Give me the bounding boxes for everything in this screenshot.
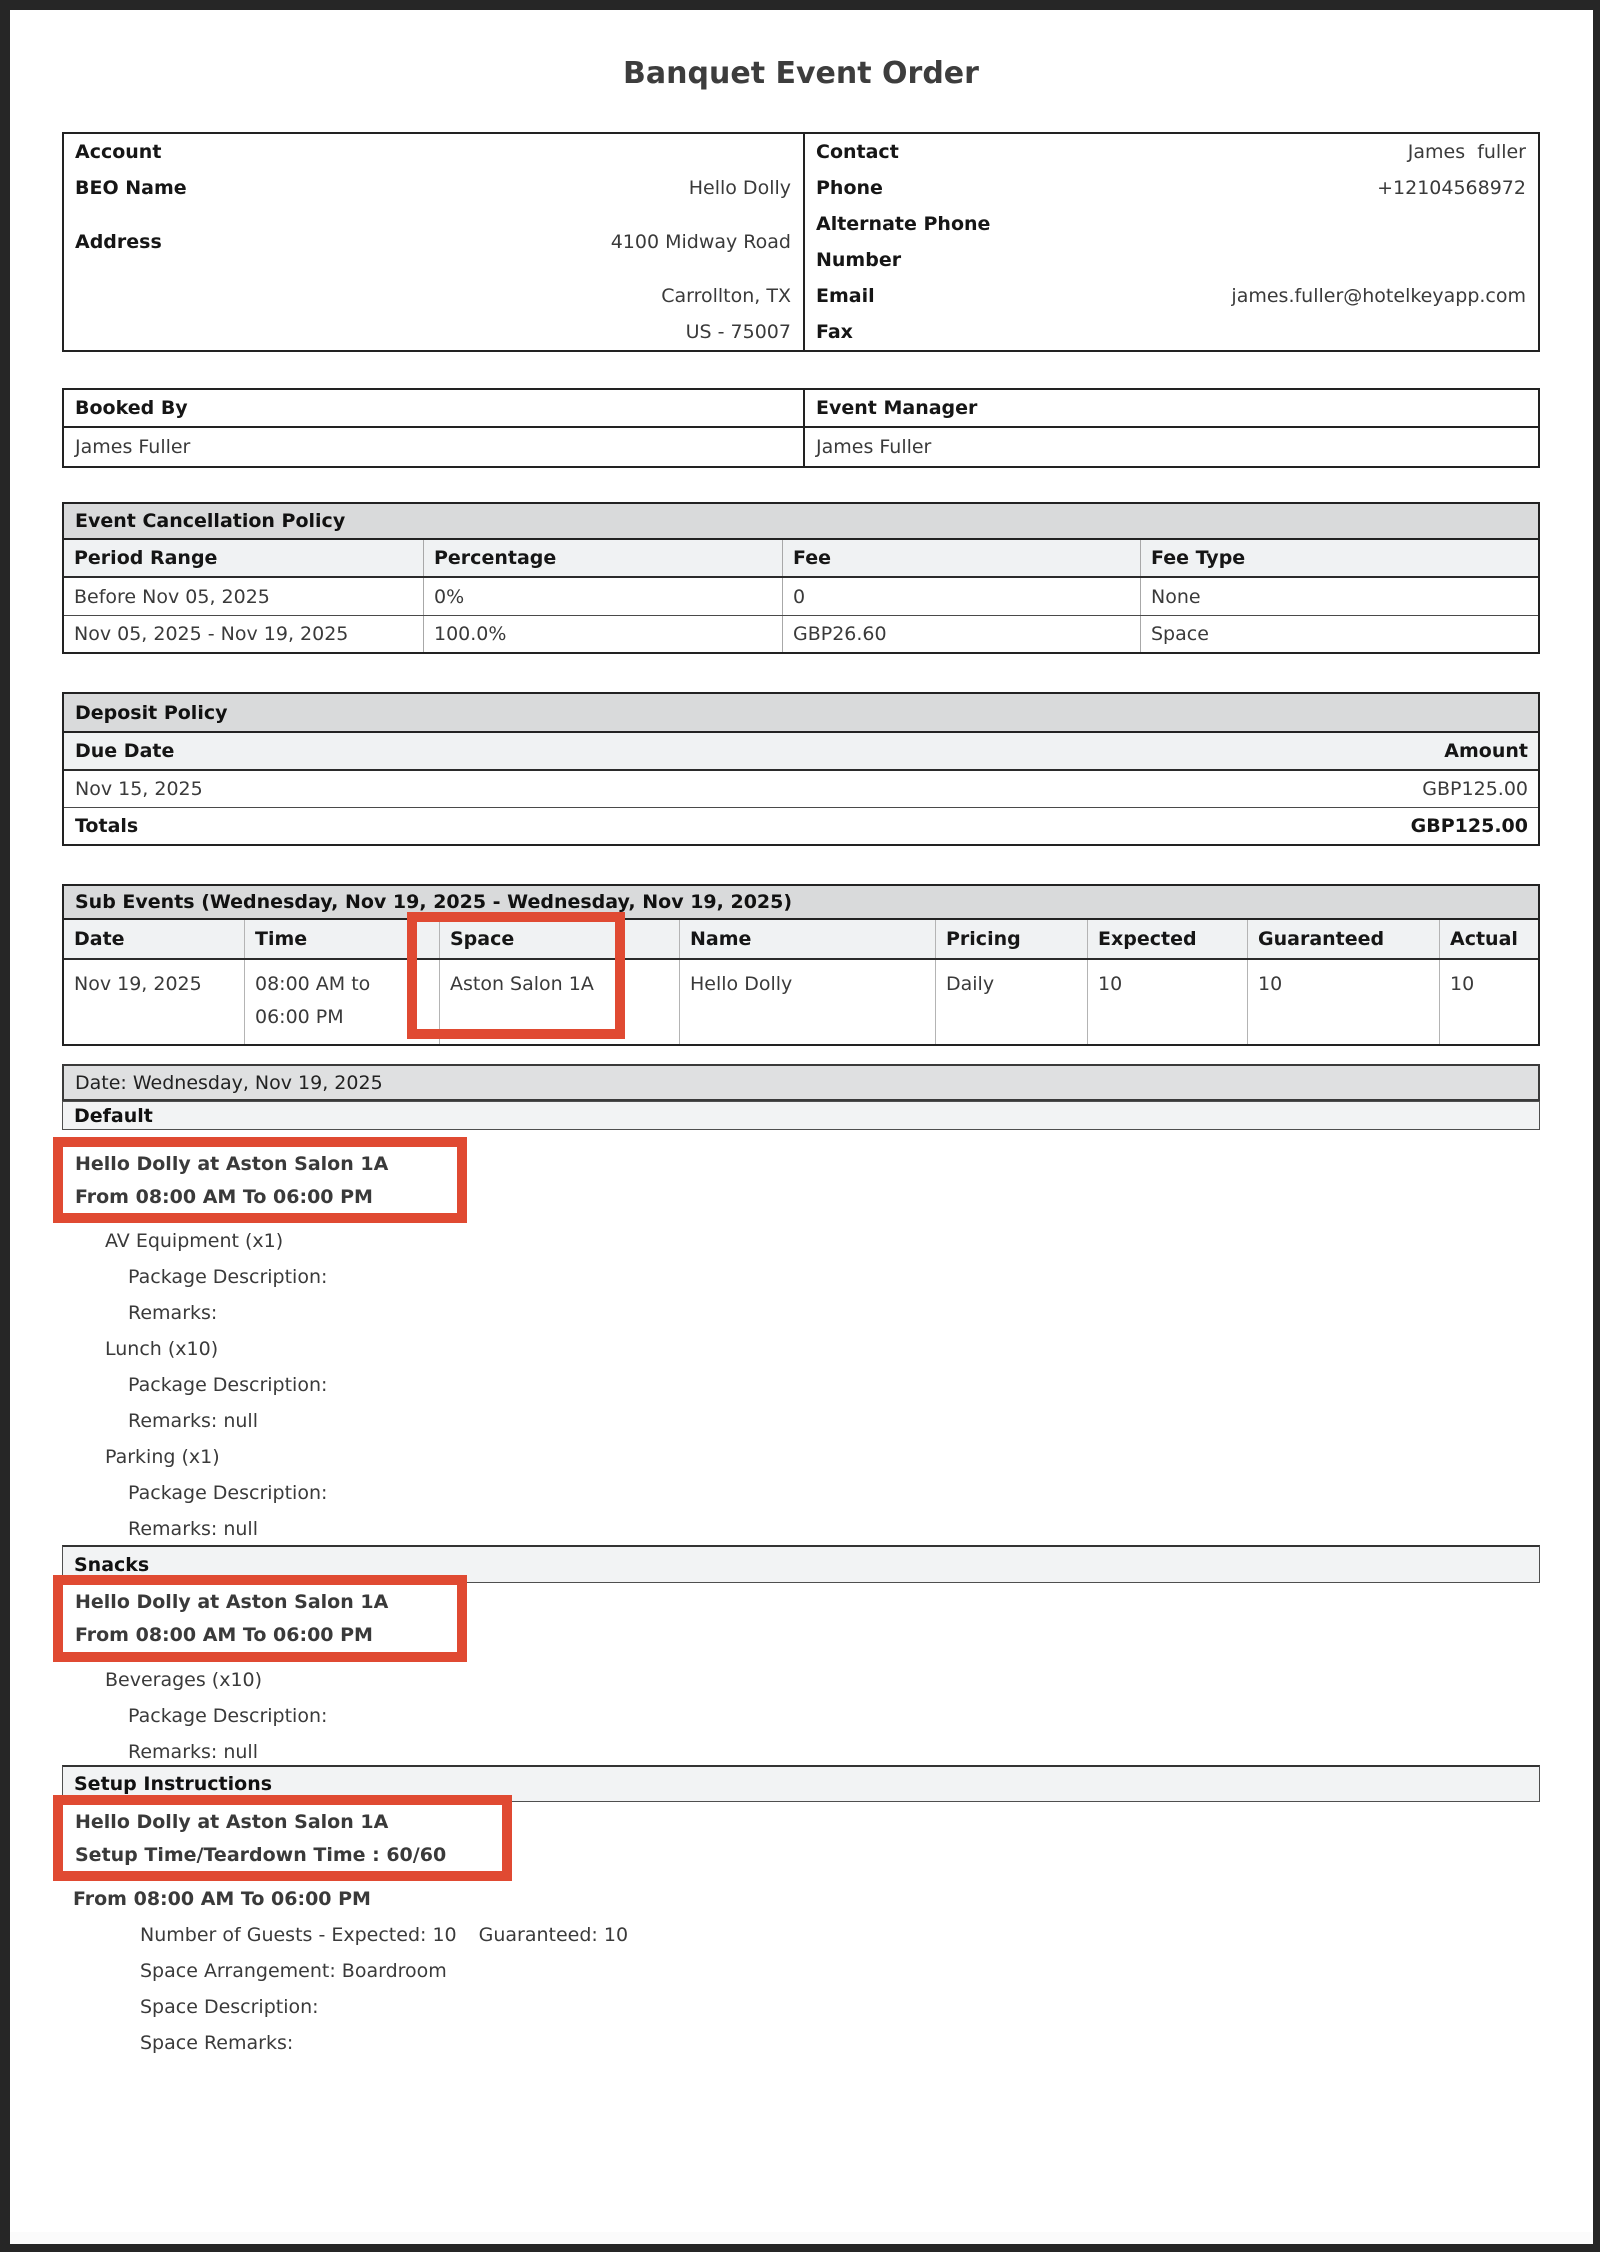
phone-label: Phone <box>816 177 883 199</box>
col-date: Date <box>74 928 125 950</box>
guaranteed-cell: 10 <box>1247 960 1439 1044</box>
session-time: From 08:00 AM To 06:00 PM <box>73 1888 371 1910</box>
table-row <box>64 578 1538 615</box>
phone-row <box>805 170 1538 206</box>
address-row2 <box>64 278 803 314</box>
section-header-default: Default <box>62 1101 1540 1130</box>
date-bar: Date: Wednesday, Nov 19, 2025 <box>62 1064 1540 1101</box>
sub-events-columns <box>64 920 1538 960</box>
address-line3: US - 75007 <box>685 321 791 343</box>
package-detail: Package Description: <box>128 1374 328 1396</box>
email-row <box>805 278 1538 314</box>
section-header-setup-instructions: Setup Instructions <box>62 1765 1540 1802</box>
package-detail: Remarks: null <box>128 1518 258 1540</box>
col-pricing: Pricing <box>935 920 1087 958</box>
fee-type-cell: Space <box>1140 616 1538 652</box>
address-row3 <box>64 314 803 350</box>
sub-events-table <box>62 884 1540 1046</box>
fee-type-cell: None <box>1140 578 1538 615</box>
beo-name-row <box>64 170 803 206</box>
session-title: Hello Dolly at Aston Salon 1A <box>75 1152 389 1175</box>
col-name: Name <box>679 920 935 958</box>
contact-row <box>805 134 1538 170</box>
beo-name-value: Hello Dolly <box>688 177 791 199</box>
deposit-columns <box>64 733 1538 771</box>
deposit-totals-row <box>64 807 1538 844</box>
session-title: Hello Dolly at Aston Salon 1A <box>75 1590 389 1613</box>
cancellation-policy-title: Event Cancellation Policy <box>64 504 1538 540</box>
annotation-box-space-column <box>407 912 625 1039</box>
col-time: Time <box>244 920 439 958</box>
expected-cell: 10 <box>1087 960 1247 1044</box>
col-due-date: Due Date <box>75 740 175 762</box>
event-manager-value: James Fuller <box>816 436 932 458</box>
page-title: Banquet Event Order <box>623 56 979 91</box>
account-row <box>64 134 803 170</box>
email-label: Email <box>816 285 875 307</box>
session-time: From 08:00 AM To 06:00 PM <box>75 1623 373 1646</box>
alt-phone-row <box>805 206 1538 278</box>
address-line2: Carrollton, TX <box>661 285 791 307</box>
contact-column <box>805 134 1538 350</box>
space-arrangement: Space Arrangement: Boardroom <box>140 1960 447 1982</box>
table-row <box>64 960 1538 1044</box>
time-line1: 08:00 AM to <box>255 973 371 995</box>
annotation-box-default-session <box>53 1137 467 1223</box>
alt-phone-label: Alternate Phone Number <box>816 213 991 271</box>
annotation-box-snacks-session <box>53 1575 467 1662</box>
package-item: Beverages (x10) <box>105 1669 263 1691</box>
totals-label: Totals <box>75 815 139 837</box>
col-fee: Fee <box>782 540 1140 576</box>
col-percentage: Percentage <box>423 540 782 576</box>
address-line1: 4100 Midway Road <box>610 231 791 253</box>
setup-teardown-time: Setup Time/Teardown Time : 60/60 <box>75 1843 447 1866</box>
booked-by-value: James Fuller <box>75 436 191 458</box>
table-row <box>64 615 1538 652</box>
space-description: Space Description: <box>140 1996 319 2018</box>
col-period-range: Period Range <box>74 547 218 569</box>
document-page <box>10 10 1593 2244</box>
col-expected: Expected <box>1087 920 1247 958</box>
col-actual: Actual <box>1439 920 1538 958</box>
contact-label: Contact <box>816 141 899 163</box>
package-detail: Remarks: null <box>128 1410 258 1432</box>
sub-events-title: Sub Events (Wednesday, Nov 19, 2025 - Wednesday, Nov 19, 2025) <box>64 886 1538 920</box>
period-range-cell: Nov 05, 2025 - Nov 19, 2025 <box>74 623 349 645</box>
fax-label: Fax <box>816 321 853 343</box>
address-row <box>64 206 803 278</box>
package-item: Parking (x1) <box>105 1446 220 1468</box>
due-date-cell: Nov 15, 2025 <box>75 778 203 800</box>
guest-counts-line <box>62 1917 1540 1953</box>
amount-cell: GBP125.00 <box>1422 778 1528 800</box>
account-column <box>64 134 805 350</box>
percentage-cell: 0% <box>423 578 782 615</box>
address-label: Address <box>75 231 162 253</box>
guests-guaranteed: Guaranteed: 10 <box>478 1924 629 1946</box>
session-title: Hello Dolly at Aston Salon 1A <box>75 1810 389 1833</box>
email-value: james.fuller@hotelkeyapp.com <box>1231 285 1526 307</box>
fax-row <box>805 314 1538 350</box>
cancellation-policy-columns <box>64 540 1538 578</box>
fee-cell: GBP26.60 <box>782 616 1140 652</box>
col-fee-type: Fee Type <box>1140 540 1538 576</box>
contact-value: James fuller <box>1407 141 1526 163</box>
package-item: AV Equipment (x1) <box>105 1230 284 1252</box>
package-detail: Remarks: <box>128 1302 218 1324</box>
guests-expected: Number of Guests - Expected: 10 <box>140 1924 457 1946</box>
fee-cell: 0 <box>782 578 1140 615</box>
actual-cell: 10 <box>1439 960 1538 1044</box>
period-range-cell: Before Nov 05, 2025 <box>74 585 270 608</box>
space-remarks: Space Remarks: <box>140 2032 294 2054</box>
table-row <box>64 771 1538 807</box>
deposit-policy-table <box>62 692 1540 846</box>
totals-value: GBP125.00 <box>1410 815 1528 837</box>
phone-value: +12104568972 <box>1377 177 1526 199</box>
session-time: From 08:00 AM To 06:00 PM <box>75 1185 373 1208</box>
package-detail: Package Description: <box>128 1482 328 1504</box>
deposit-policy-title: Deposit Policy <box>64 694 1538 733</box>
annotation-box-setup-session <box>53 1795 512 1881</box>
event-manager-header: Event Manager <box>805 390 1538 428</box>
cancellation-policy-table <box>62 502 1540 654</box>
account-contact-table <box>62 132 1540 352</box>
account-label: Account <box>75 141 162 163</box>
event-manager-column <box>805 390 1538 466</box>
package-detail: Package Description: <box>128 1266 328 1288</box>
document-content <box>62 10 1540 2061</box>
booked-by-header: Booked By <box>64 390 803 428</box>
booked-by-table <box>62 388 1540 468</box>
booked-by-column <box>64 390 805 466</box>
package-detail: Package Description: <box>128 1705 328 1727</box>
col-guaranteed: Guaranteed <box>1247 920 1439 958</box>
package-item: Lunch (x10) <box>105 1338 219 1360</box>
time-line2: 06:00 PM <box>255 1006 344 1028</box>
date-cell: Nov 19, 2025 <box>74 973 202 995</box>
page-bottom-strip <box>10 2232 1593 2244</box>
section-header-snacks: Snacks <box>62 1545 1540 1583</box>
percentage-cell: 100.0% <box>423 616 782 652</box>
pricing-cell: Daily <box>935 960 1087 1044</box>
space-cell: Aston Salon 1A <box>439 960 679 1044</box>
name-cell: Hello Dolly <box>679 960 935 1044</box>
beo-name-label: BEO Name <box>75 177 187 199</box>
col-amount: Amount <box>1444 740 1528 762</box>
col-space: Space <box>439 920 679 958</box>
package-detail: Remarks: null <box>128 1741 258 1763</box>
